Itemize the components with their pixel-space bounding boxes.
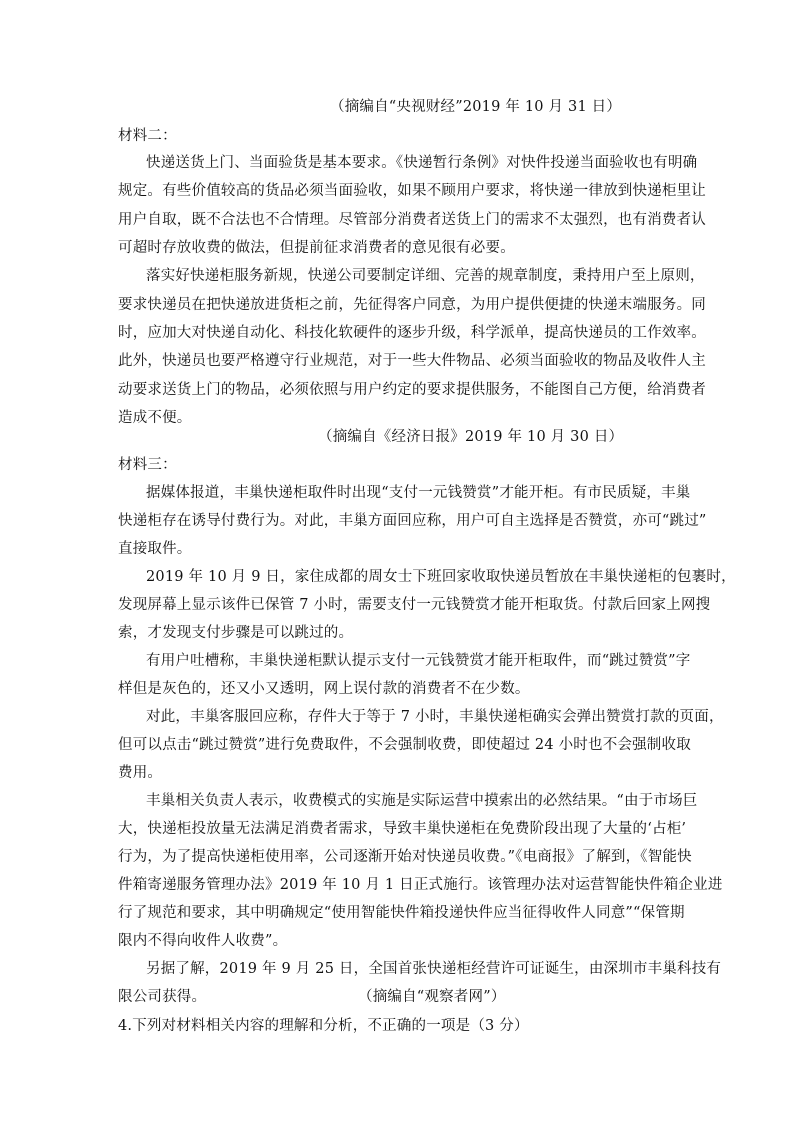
material-3-line: 快递柜存在诱导付费行为。对此，丰巢方面回应称，用户可自主选择是否赞赏，亦可“跳过” (118, 513, 707, 529)
material-3-line: 样但是灰色的，还又小又透明，网上误付款的消费者不在少数。 (118, 681, 530, 697)
material-3-line: 行为，为了提高快递柜使用率，公司逐渐开始对快递员收费。”《电商报》了解到，《智能快 (118, 849, 692, 865)
material-2-line: 可超时存放收费的做法，但提前征求消费者的意见很有必要。 (118, 240, 515, 256)
source-citation-2: （摘编自《经济日报》2019 年 10 月 30 日） (318, 429, 624, 445)
source-citation-3: （摘编自“观察者网”） (358, 989, 506, 1005)
material-2-line: 动要求送货上门的物品，必须依照与用户约定的要求提供服务，不能图自己方便，给消费者 (118, 382, 706, 398)
material-3-line: 行了规范和要求，其中明确规定“使用智能快件箱投递快件应当征得收件人同意”“保管期 (118, 905, 685, 921)
question-4: 4.下列对材料相关内容的理解和分析，不正确的一项是（3 分） (118, 1018, 529, 1034)
material-2-heading: 材料二： (118, 128, 177, 144)
material-3-line: 索，才发现支付步骤是可以跳过的。 (118, 625, 354, 641)
material-3-line: 件箱寄递服务管理办法》2019 年 10 月 1 日正式施行。该管理办法对运营智能快件箱企业进 (118, 877, 723, 893)
material-3-line: 丰巢相关负责人表示，收费模式的实施是实际运营中摸索出的必然结果。“由于市场巨 (146, 793, 698, 809)
material-2-line: 用户自取，既不合法也不合情理。尽管部分消费者送货上门的需求不太强烈，也有消费者认 (118, 212, 706, 228)
material-2-line: 要求快递员在把快递放进货柜之前，先征得客户同意，为用户提供便捷的快递末端服务。同 (118, 297, 706, 313)
material-3-line: 发现屏幕上显示该件已保管 7 小时，需要支付一元钱赞赏才能开柜取货。付款后回家上网搜 (118, 597, 711, 613)
material-3-heading: 材料三： (118, 457, 177, 473)
material-3-line: 大，快递柜投放量无法满足消费者需求，导致丰巢快递柜在免费阶段出现了大量的‘占柜’ (118, 821, 687, 837)
material-2-line: 快递送货上门、当面验货是基本要求。《快递暂行条例》对快件投递当面验收也有明确 (146, 155, 698, 171)
material-3-line: 直接取件。 (118, 541, 192, 557)
material-3-line: 据媒体报道，丰巢快递柜取件时出现“支付一元钱赞赏”才能开柜。有市民质疑，丰巢 (146, 485, 691, 501)
material-3-line: 对此，丰巢客服回应称，存件大于等于 7 小时，丰巢快递柜确实会弹出赞赏打款的页面， (146, 709, 724, 725)
material-2-line: 造成不便。 (118, 410, 192, 426)
source-citation-1: （摘编自“央视财经”2019 年 10 月 31 日） (330, 99, 622, 115)
material-3-line: 有用户吐槽称，丰巢快递柜默认提示支付一元钱赞赏才能开柜取件，而“跳过赞赏”字 (146, 653, 691, 669)
material-3-line: 另据了解，2019 年 9 月 25 日，全国首张快递柜经营许可证诞生，由深圳市丰巢科技有 (146, 961, 722, 977)
material-2-line: 规定。有些价值较高的货品必须当面验收，如果不顾用户要求，将快递一律放到快递柜里让 (118, 183, 706, 199)
material-3-line: 限内不得向收件人收费”。 (118, 933, 288, 949)
material-2-line: 落实好快递柜服务新规，快递公司要制定详细、完善的规章制度，秉持用户至上原则， (146, 268, 705, 284)
material-3-line: 费用。 (118, 765, 163, 781)
material-2-line: 时，应加大对快递自动化、科技化软硬件的逐步升级，科学派单，提高快递员的工作效率。 (118, 325, 706, 341)
material-3-line: 但可以点击“跳过赞赏”进行免费取件，不会强制收费，即使超过 24 小时也不会强制收取 (118, 737, 691, 753)
material-3-line: 2019 年 10 月 9 日，家住成都的周女士下班回家收取快递员暂放在丰巢快递柜的包裹时， (146, 569, 736, 585)
material-2-line: 此外，快递员也要严格遵守行业规范，对于一些大件物品、必须当面验收的物品及收件人主 (118, 353, 706, 369)
material-3-line: 限公司获得。 (118, 989, 207, 1005)
